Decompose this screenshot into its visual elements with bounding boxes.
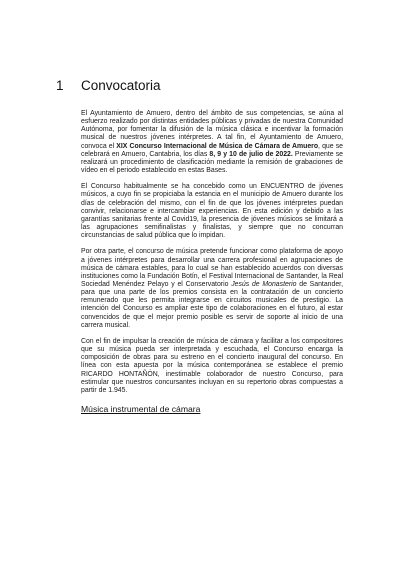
paragraph-text: Por otra parte, el concurso de música pretende funcionar como plataforma de apoyo a jóvenes intérpretes para desarrollar una carrera profesional en agrupaciones de música de cámara estables, para lo cual se han establecido acuerdos con diversas instituciones como la Fundación Botín, el Festival Internacional de Santander, la Real Sociedad Menéndez Pelayo y el Conservatorio <box>81 248 343 288</box>
conservatory-name: Jesús de Monasterio <box>231 280 297 288</box>
subsection-heading: Música instrumental de cámara <box>81 404 201 414</box>
document-body <box>81 110 343 413</box>
paragraph-text: El Ayuntamiento de Amuero, dentro del ámbito de sus competencias, se aúna al esfuerzo realizado por distintas entidades públicas y privadas de nuestra Comunidad Autónoma, por fomentar la difusión de la música clásica e incentivar la formación musical de nuestros jóvenes intérpretes. A tal fin, el Ayuntamiento de Amuero, convoca el <box>81 110 343 150</box>
paragraph-text: , que se celebrará en Amuero, Cantabria, los días <box>81 142 343 158</box>
paragraph-intro <box>81 110 343 175</box>
paragraph-platform <box>81 248 343 330</box>
contest-dates: 8, 9 y 10 de julio de 2022. <box>209 150 293 158</box>
paragraph-text: de Santander, para que una parte de los premios consista en la contratación de un concierto remunerado que les permita integrarse en circuitos musicales de prestigio. La intención del Concurso es ampliar este tipo de colaboraciones en el futuro, al estar convencidos de que el mejor premio posible es servir de soporte al inicio de una carrera musical. <box>81 280 343 329</box>
contest-name: XIX Concurso Internacional de Música de Cámara de Amuero <box>116 142 319 150</box>
section-number: 1 <box>56 78 64 93</box>
paragraph-text: Previamente se realizará un procedimiento de clasificación mediante la remisión de grabaciones de vídeo en el periodo establecido en estas Bases. <box>81 150 343 175</box>
paragraph-encounter: El Concurso habitualmente se ha concebido como un ENCUENTRO de jóvenes músicos, a cuyo fin se propiciaba la estancia en el municipio de Amuero durante los días de celebración del mismo, con el fin de que los jóvenes intérpretes puedan convivir, relacionarse e intercambiar experiencias. En esta edición y debido a las garantías sanitarias frente al Covid19, la presencia de jóvenes músicos se limitará a las agrupaciones semifinalistas y finalistas, y siempre que no concurran circunstancias de salud pública que lo impidan. <box>81 183 343 240</box>
section-heading <box>56 78 161 93</box>
section-title: Convocatoria <box>81 78 161 93</box>
paragraph-composition: Con el fin de impulsar la creación de música de cámara y facilitar a los compositores que su música pueda ser interpretada y escuchada, el Concurso encarga la composición de obras para su estreno en el concierto inaugural del concurso. En línea con esta apuesta por la música contemporánea se establece el premio RICARDO HONTAÑÓN, inestimable colaborador de nuestro Concurso, para estimular que nuestros concursantes incluyan en su repertorio obras compuestas a partir de 1.945. <box>81 337 343 394</box>
